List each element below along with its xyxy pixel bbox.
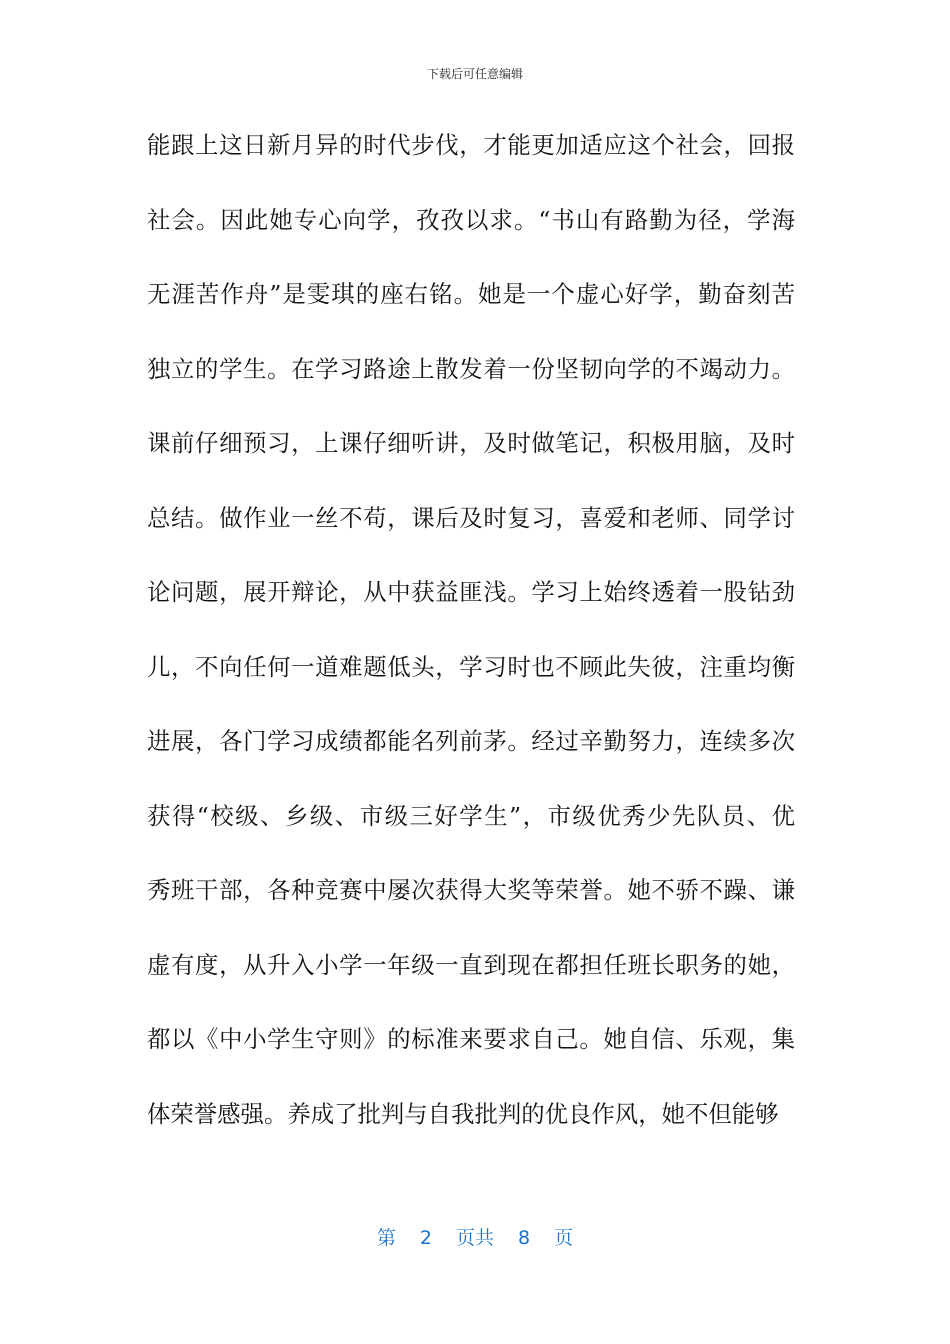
body-line-4: 独立的学生。在学习路途上散发着一份坚韧向学的不竭动力。	[147, 354, 795, 383]
body-line-1: 能跟上这日新月异的时代步伐，才能更加适应这个社会，回报	[147, 131, 795, 159]
body-line-2: 社会。因此她专心向学，孜孜以求。“书山有路勤为径，学海	[147, 205, 795, 234]
footer-current-page: 2	[419, 1227, 432, 1249]
body-line-14: 体荣誉感强。养成了批判与自我批判的优良作风，她不但能够	[147, 1099, 779, 1128]
document-body	[147, 124, 795, 1167]
body-line-6: 总结。做作业一丝不苟，课后及时复习，喜爱和老师、同学讨	[147, 503, 795, 532]
body-line-5: 课前仔细预习，上课仔细听讲，及时做笔记，积极用脑，及时	[147, 429, 795, 457]
body-line-8: 儿，不向任何一道难题低头，学习时也不顾此失彼，注重均衡	[147, 652, 795, 681]
body-line-13: 都以《中小学生守则》的标准来要求自己。她自信、乐观，集	[147, 1025, 795, 1053]
body-line-7: 论问题，展开辩论，从中获益匪浅。学习上始终透着一股钻劲	[147, 578, 795, 606]
body-line-3: 无涯苦作舟”是雯琪的座右铭。她是一个虚心好学，勤奋刻苦	[147, 280, 795, 308]
footer-prefix: 第	[376, 1227, 396, 1249]
page-footer	[0, 1226, 950, 1250]
body-line-9: 进展，各门学习成绩都能名列前茅。经过辛勤努力，连续多次	[147, 727, 795, 755]
body-line-11: 秀班干部，各种竞赛中屡次获得大奖等荣誉。她不骄不躁、谦	[147, 876, 795, 904]
footer-total-pages: 8	[518, 1227, 531, 1249]
footer-suffix: 页	[554, 1227, 574, 1249]
body-line-10: 获得“校级、乡级、市级三好学生”，市级优秀少先队员、优	[147, 801, 795, 830]
footer-middle: 页共	[455, 1227, 494, 1249]
body-line-12: 虚有度，从升入小学一年级一直到现在都担任班长职务的她，	[147, 950, 795, 979]
page-header-note: 下载后可任意编辑	[426, 67, 523, 81]
